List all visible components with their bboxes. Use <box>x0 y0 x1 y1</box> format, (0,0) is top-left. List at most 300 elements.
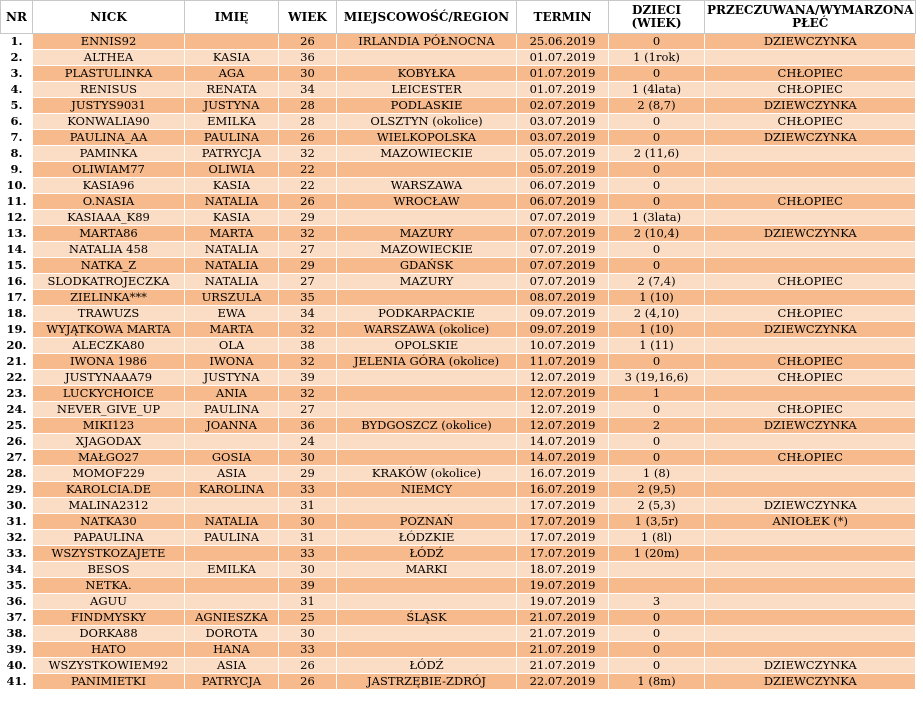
cell-nick: HATO <box>33 642 185 658</box>
cell-nr: 41. <box>1 674 33 690</box>
cell-imie: RENATA <box>185 82 279 98</box>
cell-imie: PAULINA <box>185 402 279 418</box>
cell-miejscowosc: PODKARPACKIE <box>337 306 517 322</box>
cell-dzieci <box>609 562 705 578</box>
cell-plec <box>705 642 916 658</box>
cell-termin: 12.07.2019 <box>517 402 609 418</box>
cell-imie: EWA <box>185 306 279 322</box>
table-row <box>1 514 916 530</box>
cell-termin: 12.07.2019 <box>517 370 609 386</box>
cell-dzieci: 0 <box>609 162 705 178</box>
cell-termin: 11.07.2019 <box>517 354 609 370</box>
cell-nr: 17. <box>1 290 33 306</box>
cell-dzieci: 2 (9,5) <box>609 482 705 498</box>
cell-nick: WSZYSTKOWIEM92 <box>33 658 185 674</box>
table-row <box>1 226 916 242</box>
table-row <box>1 50 916 66</box>
cell-dzieci: 1 (1rok) <box>609 50 705 66</box>
cell-imie: EMILKA <box>185 114 279 130</box>
cell-dzieci: 0 <box>609 66 705 82</box>
cell-plec: CHŁOPIEC <box>705 354 916 370</box>
cell-termin: 06.07.2019 <box>517 194 609 210</box>
cell-wiek: 30 <box>279 514 337 530</box>
cell-nr: 23. <box>1 386 33 402</box>
cell-dzieci: 1 (10) <box>609 322 705 338</box>
cell-nick: KASIA96 <box>33 178 185 194</box>
cell-wiek: 36 <box>279 50 337 66</box>
cell-miejscowosc: KRAKÓW (okolice) <box>337 466 517 482</box>
cell-imie: URSZULA <box>185 290 279 306</box>
cell-plec: DZIEWCZYNKA <box>705 674 916 690</box>
cell-miejscowosc: ŁÓDŹ <box>337 546 517 562</box>
cell-wiek: 31 <box>279 498 337 514</box>
cell-dzieci: 2 (5,3) <box>609 498 705 514</box>
cell-dzieci: 0 <box>609 34 705 50</box>
cell-imie: NATALIA <box>185 514 279 530</box>
cell-termin: 07.07.2019 <box>517 274 609 290</box>
cell-dzieci: 2 <box>609 418 705 434</box>
table-row <box>1 562 916 578</box>
cell-dzieci: 0 <box>609 194 705 210</box>
cell-plec <box>705 290 916 306</box>
cell-wiek: 27 <box>279 242 337 258</box>
cell-termin: 25.06.2019 <box>517 34 609 50</box>
cell-nr: 5. <box>1 98 33 114</box>
cell-miejscowosc: MARKI <box>337 562 517 578</box>
cell-wiek: 34 <box>279 82 337 98</box>
table-row <box>1 658 916 674</box>
cell-nr: 25. <box>1 418 33 434</box>
col-header-wiek: WIEK <box>279 1 337 34</box>
cell-miejscowosc: MAZURY <box>337 274 517 290</box>
cell-termin: 03.07.2019 <box>517 130 609 146</box>
cell-wiek: 26 <box>279 34 337 50</box>
cell-dzieci: 0 <box>609 610 705 626</box>
cell-plec: CHŁOPIEC <box>705 450 916 466</box>
cell-miejscowosc: LEICESTER <box>337 82 517 98</box>
cell-termin: 17.07.2019 <box>517 498 609 514</box>
cell-nick: NATKA_Z <box>33 258 185 274</box>
cell-nick: MAŁGO27 <box>33 450 185 466</box>
cell-imie: NATALIA <box>185 258 279 274</box>
cell-nr: 22. <box>1 370 33 386</box>
table-row <box>1 258 916 274</box>
cell-nick: PAPAULINA <box>33 530 185 546</box>
cell-plec <box>705 610 916 626</box>
cell-nr: 21. <box>1 354 33 370</box>
cell-wiek: 34 <box>279 306 337 322</box>
cell-nick: DORKA88 <box>33 626 185 642</box>
cell-plec <box>705 626 916 642</box>
table-row <box>1 194 916 210</box>
cell-wiek: 32 <box>279 146 337 162</box>
cell-termin: 18.07.2019 <box>517 562 609 578</box>
table-row <box>1 322 916 338</box>
cell-miejscowosc <box>337 370 517 386</box>
table-row <box>1 338 916 354</box>
cell-miejscowosc: WIELKOPOLSKA <box>337 130 517 146</box>
cell-nick: ZIELINKA*** <box>33 290 185 306</box>
cell-dzieci: 0 <box>609 658 705 674</box>
table-row <box>1 674 916 690</box>
cell-imie: ANIA <box>185 386 279 402</box>
cell-dzieci: 0 <box>609 130 705 146</box>
cell-wiek: 32 <box>279 226 337 242</box>
cell-miejscowosc <box>337 498 517 514</box>
cell-nr: 39. <box>1 642 33 658</box>
table-row <box>1 402 916 418</box>
cell-termin: 01.07.2019 <box>517 66 609 82</box>
table-row <box>1 434 916 450</box>
header-row <box>1 1 916 34</box>
cell-termin: 21.07.2019 <box>517 610 609 626</box>
cell-nr: 32. <box>1 530 33 546</box>
cell-wiek: 35 <box>279 290 337 306</box>
cell-nr: 9. <box>1 162 33 178</box>
cell-plec: DZIEWCZYNKA <box>705 34 916 50</box>
cell-wiek: 29 <box>279 466 337 482</box>
cell-nr: 10. <box>1 178 33 194</box>
cell-nick: XJAGODAX <box>33 434 185 450</box>
cell-nick: O.NASIA <box>33 194 185 210</box>
cell-imie <box>185 34 279 50</box>
cell-imie: PATRYCJA <box>185 146 279 162</box>
cell-plec: CHŁOPIEC <box>705 194 916 210</box>
cell-nr: 29. <box>1 482 33 498</box>
cell-wiek: 30 <box>279 66 337 82</box>
cell-wiek: 25 <box>279 610 337 626</box>
cell-imie: KASIA <box>185 178 279 194</box>
cell-imie: AGNIESZKA <box>185 610 279 626</box>
cell-imie: MARTA <box>185 322 279 338</box>
cell-miejscowosc <box>337 290 517 306</box>
cell-wiek: 38 <box>279 338 337 354</box>
cell-wiek: 29 <box>279 210 337 226</box>
cell-wiek: 29 <box>279 258 337 274</box>
cell-nick: RENISUS <box>33 82 185 98</box>
cell-plec <box>705 50 916 66</box>
cell-nr: 33. <box>1 546 33 562</box>
cell-miejscowosc <box>337 450 517 466</box>
cell-imie: PATRYCJA <box>185 674 279 690</box>
cell-wiek: 36 <box>279 418 337 434</box>
cell-nr: 15. <box>1 258 33 274</box>
table-row <box>1 178 916 194</box>
cell-dzieci: 0 <box>609 178 705 194</box>
cell-imie: KAROLINA <box>185 482 279 498</box>
cell-nr: 36. <box>1 594 33 610</box>
cell-dzieci: 0 <box>609 354 705 370</box>
cell-termin: 14.07.2019 <box>517 434 609 450</box>
cell-termin: 16.07.2019 <box>517 466 609 482</box>
table-row <box>1 466 916 482</box>
cell-nick: KASIAAA_K89 <box>33 210 185 226</box>
cell-imie <box>185 434 279 450</box>
cell-plec: CHŁOPIEC <box>705 82 916 98</box>
cell-miejscowosc: OPOLSKIE <box>337 338 517 354</box>
table-row <box>1 242 916 258</box>
cell-nr: 19. <box>1 322 33 338</box>
cell-nick: JUSTYS9031 <box>33 98 185 114</box>
cell-miejscowosc: OLSZTYN (okolice) <box>337 114 517 130</box>
table-row <box>1 130 916 146</box>
cell-imie <box>185 546 279 562</box>
cell-dzieci: 1 <box>609 386 705 402</box>
cell-dzieci: 3 (19,16,6) <box>609 370 705 386</box>
cell-termin: 21.07.2019 <box>517 642 609 658</box>
cell-dzieci: 1 (3lata) <box>609 210 705 226</box>
cell-plec: ANIOŁEK (*) <box>705 514 916 530</box>
cell-plec <box>705 386 916 402</box>
cell-nick: PANIMIETKI <box>33 674 185 690</box>
cell-nick: NEVER_GIVE_UP <box>33 402 185 418</box>
cell-plec: DZIEWCZYNKA <box>705 658 916 674</box>
cell-dzieci: 1 (3,5r) <box>609 514 705 530</box>
cell-dzieci: 0 <box>609 402 705 418</box>
cell-imie: NATALIA <box>185 274 279 290</box>
cell-nr: 27. <box>1 450 33 466</box>
cell-miejscowosc: PODLASKIE <box>337 98 517 114</box>
table-row <box>1 594 916 610</box>
cell-dzieci: 1 (8l) <box>609 530 705 546</box>
cell-wiek: 26 <box>279 130 337 146</box>
cell-nick: OLIWIAM77 <box>33 162 185 178</box>
cell-imie: HANA <box>185 642 279 658</box>
cell-wiek: 26 <box>279 658 337 674</box>
cell-miejscowosc <box>337 402 517 418</box>
cell-wiek: 31 <box>279 594 337 610</box>
cell-wiek: 33 <box>279 546 337 562</box>
cell-nick: MALINA2312 <box>33 498 185 514</box>
cell-miejscowosc <box>337 50 517 66</box>
cell-miejscowosc: WARSZAWA (okolice) <box>337 322 517 338</box>
cell-plec <box>705 434 916 450</box>
cell-imie: KASIA <box>185 210 279 226</box>
cell-termin: 08.07.2019 <box>517 290 609 306</box>
cell-nr: 2. <box>1 50 33 66</box>
cell-miejscowosc: JELENIA GÓRA (okolice) <box>337 354 517 370</box>
cell-nick: WYJĄTKOWA MARTA <box>33 322 185 338</box>
cell-plec <box>705 242 916 258</box>
table-row <box>1 386 916 402</box>
cell-miejscowosc: WROCŁAW <box>337 194 517 210</box>
cell-imie: PAULINA <box>185 130 279 146</box>
cell-wiek: 26 <box>279 674 337 690</box>
cell-imie: MARTA <box>185 226 279 242</box>
cell-plec <box>705 482 916 498</box>
cell-dzieci: 2 (4,10) <box>609 306 705 322</box>
cell-miejscowosc <box>337 386 517 402</box>
cell-termin: 21.07.2019 <box>517 658 609 674</box>
cell-dzieci: 1 (10) <box>609 290 705 306</box>
cell-plec: CHŁOPIEC <box>705 114 916 130</box>
table-row <box>1 162 916 178</box>
cell-nick: KAROLCIA.DE <box>33 482 185 498</box>
cell-termin: 06.07.2019 <box>517 178 609 194</box>
cell-dzieci: 0 <box>609 242 705 258</box>
col-header-plec: PRZECZUWANA/WYMARZONA PŁEĆ <box>705 1 916 34</box>
cell-wiek: 27 <box>279 402 337 418</box>
cell-miejscowosc: BYDGOSZCZ (okolice) <box>337 418 517 434</box>
col-header-dzieci: DZIECI (WIEK) <box>609 1 705 34</box>
cell-wiek: 30 <box>279 450 337 466</box>
cell-miejscowosc: JASTRZĘBIE-ZDRÓJ <box>337 674 517 690</box>
cell-miejscowosc: ŁÓDŹ <box>337 658 517 674</box>
table-row <box>1 306 916 322</box>
cell-plec <box>705 530 916 546</box>
cell-plec <box>705 258 916 274</box>
cell-nick: PLASTULINKA <box>33 66 185 82</box>
cell-plec: DZIEWCZYNKA <box>705 322 916 338</box>
cell-miejscowosc <box>337 594 517 610</box>
cell-nr: 26. <box>1 434 33 450</box>
cell-imie: ASIA <box>185 466 279 482</box>
table-row <box>1 418 916 434</box>
table-row <box>1 114 916 130</box>
cell-miejscowosc: MAZOWIECKIE <box>337 242 517 258</box>
cell-termin: 05.07.2019 <box>517 162 609 178</box>
col-header-miejscowosc: MIEJSCOWOŚĆ/REGION <box>337 1 517 34</box>
cell-wiek: 22 <box>279 162 337 178</box>
cell-plec <box>705 562 916 578</box>
cell-nr: 38. <box>1 626 33 642</box>
cell-nick: AGUU <box>33 594 185 610</box>
col-header-nick: NICK <box>33 1 185 34</box>
cell-nr: 8. <box>1 146 33 162</box>
cell-nr: 40. <box>1 658 33 674</box>
cell-termin: 21.07.2019 <box>517 626 609 642</box>
table-row <box>1 290 916 306</box>
cell-termin: 07.07.2019 <box>517 258 609 274</box>
table-row <box>1 498 916 514</box>
table-row <box>1 370 916 386</box>
cell-nr: 30. <box>1 498 33 514</box>
cell-nick: MIKI123 <box>33 418 185 434</box>
cell-miejscowosc <box>337 162 517 178</box>
cell-miejscowosc: MAZURY <box>337 226 517 242</box>
cell-nick: WSZYSTKOZAJETE <box>33 546 185 562</box>
cell-wiek: 24 <box>279 434 337 450</box>
cell-plec: CHŁOPIEC <box>705 370 916 386</box>
cell-dzieci: 1 (4lata) <box>609 82 705 98</box>
cell-nr: 14. <box>1 242 33 258</box>
cell-imie: KASIA <box>185 50 279 66</box>
cell-nr: 11. <box>1 194 33 210</box>
cell-miejscowosc: KOBYŁKA <box>337 66 517 82</box>
cell-imie: AGA <box>185 66 279 82</box>
col-header-nr: NR <box>1 1 33 34</box>
cell-imie <box>185 594 279 610</box>
cell-nr: 34. <box>1 562 33 578</box>
cell-termin: 09.07.2019 <box>517 322 609 338</box>
cell-dzieci: 2 (7,4) <box>609 274 705 290</box>
cell-dzieci: 0 <box>609 114 705 130</box>
cell-dzieci: 2 (8,7) <box>609 98 705 114</box>
cell-dzieci: 2 (10,4) <box>609 226 705 242</box>
cell-plec <box>705 162 916 178</box>
table-row <box>1 98 916 114</box>
table-row <box>1 146 916 162</box>
col-header-termin: TERMIN <box>517 1 609 34</box>
cell-termin: 17.07.2019 <box>517 514 609 530</box>
cell-nr: 18. <box>1 306 33 322</box>
cell-termin: 17.07.2019 <box>517 530 609 546</box>
cell-plec <box>705 546 916 562</box>
cell-nick: BESOS <box>33 562 185 578</box>
cell-termin: 19.07.2019 <box>517 578 609 594</box>
table-row <box>1 34 916 50</box>
cell-dzieci: 1 (20m) <box>609 546 705 562</box>
cell-nick: PAMINKA <box>33 146 185 162</box>
cell-wiek: 28 <box>279 98 337 114</box>
cell-nick: JUSTYNAAA79 <box>33 370 185 386</box>
cell-miejscowosc <box>337 210 517 226</box>
cell-termin: 07.07.2019 <box>517 242 609 258</box>
table-row <box>1 578 916 594</box>
table-row <box>1 530 916 546</box>
table-body <box>1 34 916 690</box>
table-row <box>1 274 916 290</box>
cell-nr: 1. <box>1 34 33 50</box>
cell-wiek: 31 <box>279 530 337 546</box>
cell-imie: NATALIA <box>185 194 279 210</box>
cell-nick: ALECZKA80 <box>33 338 185 354</box>
cell-termin: 19.07.2019 <box>517 594 609 610</box>
table-row <box>1 610 916 626</box>
cell-wiek: 39 <box>279 370 337 386</box>
cell-plec: DZIEWCZYNKA <box>705 226 916 242</box>
cell-dzieci: 3 <box>609 594 705 610</box>
cell-plec <box>705 594 916 610</box>
cell-nr: 35. <box>1 578 33 594</box>
cell-imie: EMILKA <box>185 562 279 578</box>
cell-termin: 03.07.2019 <box>517 114 609 130</box>
cell-termin: 02.07.2019 <box>517 98 609 114</box>
cell-plec <box>705 338 916 354</box>
cell-nr: 13. <box>1 226 33 242</box>
table-row <box>1 66 916 82</box>
table-row <box>1 546 916 562</box>
cell-miejscowosc: GDAŃSK <box>337 258 517 274</box>
cell-plec: DZIEWCZYNKA <box>705 418 916 434</box>
cell-imie <box>185 498 279 514</box>
cell-termin: 01.07.2019 <box>517 82 609 98</box>
cell-dzieci: 1 (8) <box>609 466 705 482</box>
cell-nr: 20. <box>1 338 33 354</box>
table-row <box>1 82 916 98</box>
cell-plec: DZIEWCZYNKA <box>705 498 916 514</box>
cell-termin: 07.07.2019 <box>517 226 609 242</box>
cell-miejscowosc: IRLANDIA PÓŁNOCNA <box>337 34 517 50</box>
cell-termin: 22.07.2019 <box>517 674 609 690</box>
table-row <box>1 354 916 370</box>
cell-nr: 7. <box>1 130 33 146</box>
cell-plec: CHŁOPIEC <box>705 306 916 322</box>
cell-termin: 09.07.2019 <box>517 306 609 322</box>
cell-plec <box>705 578 916 594</box>
cell-dzieci <box>609 578 705 594</box>
cell-dzieci: 1 (11) <box>609 338 705 354</box>
cell-wiek: 30 <box>279 626 337 642</box>
cell-imie: OLA <box>185 338 279 354</box>
cell-plec <box>705 178 916 194</box>
cell-nr: 6. <box>1 114 33 130</box>
cell-nick: FINDMYSKY <box>33 610 185 626</box>
cell-miejscowosc: ŁÓDZKIE <box>337 530 517 546</box>
cell-plec: CHŁOPIEC <box>705 274 916 290</box>
cell-nr: 3. <box>1 66 33 82</box>
cell-termin: 10.07.2019 <box>517 338 609 354</box>
